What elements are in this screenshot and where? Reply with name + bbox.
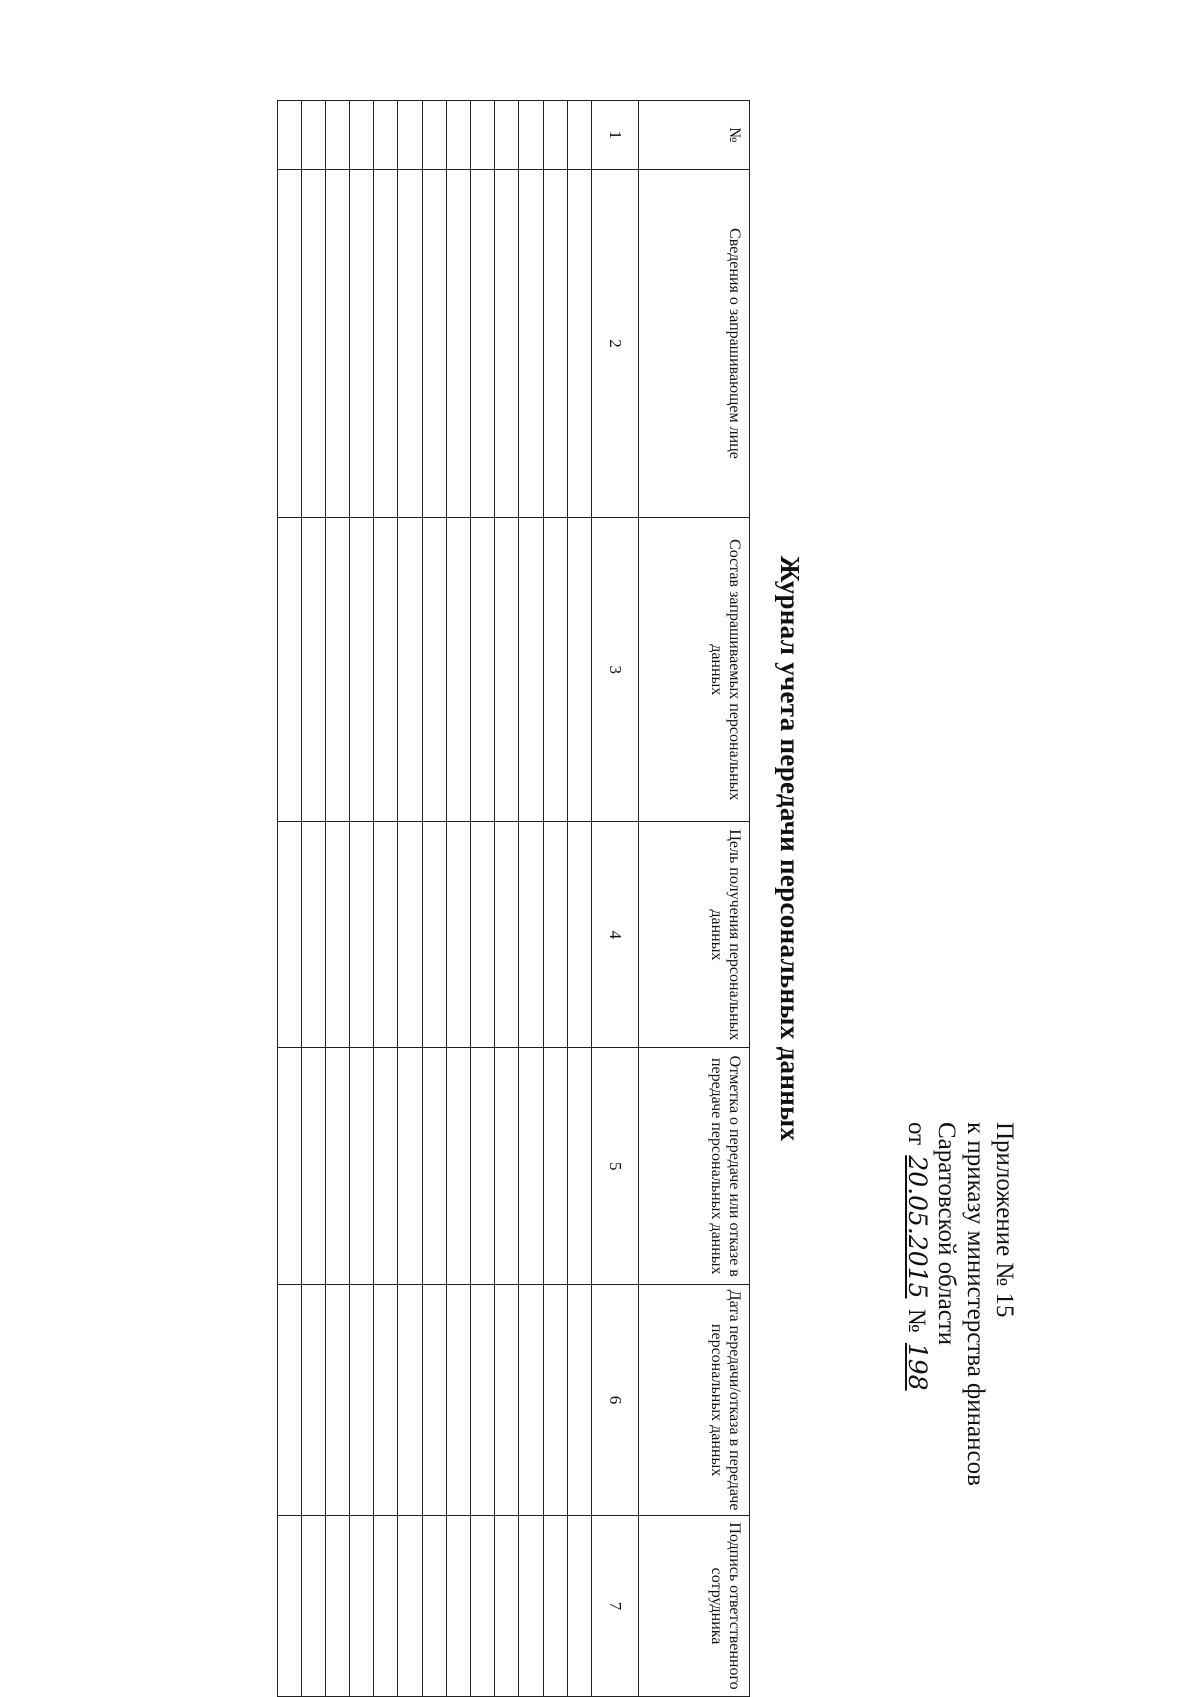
table-cell xyxy=(325,169,349,517)
header-cell-requester: Сведения о запрашивающем лице xyxy=(639,169,750,517)
table-row xyxy=(350,101,374,1697)
table-cell xyxy=(422,1048,446,1285)
table-cell xyxy=(398,1285,422,1516)
table-cell xyxy=(277,101,301,170)
table-cell xyxy=(495,1048,519,1285)
table-cell xyxy=(350,1285,374,1516)
table-cell xyxy=(374,822,398,1048)
appendix-block xyxy=(902,1122,1019,1542)
table-cell xyxy=(495,518,519,822)
table-cell xyxy=(471,518,495,822)
column-number-cell: 6 xyxy=(592,1285,639,1516)
table-cell xyxy=(301,822,325,1048)
table-cell xyxy=(543,101,567,170)
table-cell xyxy=(301,1285,325,1516)
table-cell xyxy=(301,1048,325,1285)
table-cell xyxy=(567,1048,591,1285)
table-row xyxy=(543,101,567,1697)
appendix-line-2: к приказу министерства финансов xyxy=(962,1122,989,1486)
table-row xyxy=(374,101,398,1697)
table-cell xyxy=(519,169,543,517)
table-cell xyxy=(495,169,519,517)
table-cell xyxy=(519,518,543,822)
table-cell xyxy=(398,169,422,517)
table-cell xyxy=(277,1516,301,1697)
table-cell xyxy=(325,518,349,822)
table-row xyxy=(446,101,470,1697)
table-cell xyxy=(301,169,325,517)
table-cell xyxy=(567,1285,591,1516)
handwritten-number: 198 xyxy=(903,1342,932,1391)
table-cell xyxy=(398,1516,422,1697)
table-cell xyxy=(374,101,398,170)
table-row xyxy=(301,101,325,1697)
number-sign: № xyxy=(903,1308,930,1333)
table-row xyxy=(325,101,349,1697)
date-prefix: от xyxy=(903,1122,930,1146)
header-cell-transfer-date: Дата передачи/отказа в передаче персональных данных xyxy=(639,1285,750,1516)
table-cell xyxy=(374,518,398,822)
table-cell xyxy=(471,822,495,1048)
column-number-cell: 1 xyxy=(592,101,639,170)
table-cell xyxy=(543,169,567,517)
table-cell xyxy=(543,1048,567,1285)
journal-title: Журнал учета передачи персональных данных xyxy=(775,555,805,1142)
table-cell xyxy=(446,1048,470,1285)
column-number-cell: 7 xyxy=(592,1516,639,1697)
table-cell xyxy=(519,1285,543,1516)
table-cell xyxy=(350,1048,374,1285)
table-cell xyxy=(543,822,567,1048)
table-cell xyxy=(446,169,470,517)
table-cell xyxy=(374,1516,398,1697)
header-cell-signature: Подпись ответственного сотрудника xyxy=(639,1516,750,1697)
table-row xyxy=(519,101,543,1697)
table-cell xyxy=(422,169,446,517)
header-cell-data-composition: Состав запрашиваемых персональных данных xyxy=(639,518,750,822)
journal-table xyxy=(277,100,750,1697)
table-cell xyxy=(350,169,374,517)
column-number-cell: 3 xyxy=(592,518,639,822)
table-row xyxy=(495,101,519,1697)
table-cell xyxy=(422,1285,446,1516)
table-cell xyxy=(325,101,349,170)
table-cell xyxy=(350,101,374,170)
table-cell xyxy=(495,822,519,1048)
table-header-row xyxy=(639,101,750,1697)
table-cell xyxy=(301,518,325,822)
table-cell xyxy=(422,518,446,822)
table-cell xyxy=(543,1516,567,1697)
table-cell xyxy=(567,169,591,517)
table-cell xyxy=(543,1285,567,1516)
table-cell xyxy=(374,1285,398,1516)
table-cell xyxy=(446,518,470,822)
journal-table-body xyxy=(277,101,749,1697)
table-cell xyxy=(398,1048,422,1285)
table-cell xyxy=(325,1285,349,1516)
table-cell xyxy=(446,822,470,1048)
table-cell xyxy=(301,1516,325,1697)
table-row xyxy=(422,101,446,1697)
table-row xyxy=(398,101,422,1697)
table-cell xyxy=(471,1516,495,1697)
table-cell xyxy=(277,1285,301,1516)
column-number-row xyxy=(592,101,639,1697)
table-row xyxy=(471,101,495,1697)
header-cell-number: № xyxy=(639,101,750,170)
appendix-date-line xyxy=(902,1122,932,1542)
table-row xyxy=(567,101,591,1697)
table-cell xyxy=(519,1048,543,1285)
table-cell xyxy=(374,1048,398,1285)
table-row xyxy=(277,101,301,1697)
table-cell xyxy=(325,1048,349,1285)
appendix-line-1: Приложение № 15 xyxy=(991,1122,1018,1318)
table-cell xyxy=(422,1516,446,1697)
table-cell xyxy=(567,822,591,1048)
table-cell xyxy=(446,1516,470,1697)
table-cell xyxy=(567,518,591,822)
table-cell xyxy=(471,101,495,170)
table-cell xyxy=(398,101,422,170)
table-cell xyxy=(325,1516,349,1697)
table-cell xyxy=(277,169,301,517)
table-cell xyxy=(495,1285,519,1516)
table-cell xyxy=(543,518,567,822)
table-cell xyxy=(471,169,495,517)
table-cell xyxy=(519,822,543,1048)
table-cell xyxy=(567,101,591,170)
table-cell xyxy=(398,518,422,822)
column-number-cell: 2 xyxy=(592,169,639,517)
table-cell xyxy=(519,1516,543,1697)
table-cell xyxy=(277,1048,301,1285)
table-cell xyxy=(495,1516,519,1697)
column-number-cell: 5 xyxy=(592,1048,639,1285)
table-cell xyxy=(471,1048,495,1285)
appendix-line-3: Саратовской области xyxy=(933,1122,960,1346)
table-cell xyxy=(350,1516,374,1697)
table-cell xyxy=(277,518,301,822)
table-cell xyxy=(374,169,398,517)
table-cell xyxy=(350,518,374,822)
table-cell xyxy=(422,101,446,170)
table-cell xyxy=(398,822,422,1048)
table-cell xyxy=(446,1285,470,1516)
handwritten-date: 20.05.2015 xyxy=(903,1155,932,1299)
header-cell-purpose: Цель получения персональных данных xyxy=(639,822,750,1048)
table-cell xyxy=(277,822,301,1048)
table-cell xyxy=(325,822,349,1048)
table-cell xyxy=(446,101,470,170)
table-cell xyxy=(519,101,543,170)
table-cell xyxy=(422,822,446,1048)
table-cell xyxy=(471,1285,495,1516)
table-cell xyxy=(350,822,374,1048)
table-cell xyxy=(301,101,325,170)
column-number-cell: 4 xyxy=(592,822,639,1048)
table-cell xyxy=(567,1516,591,1697)
header-cell-transfer-mark: Отметка о передаче или отказе в передаче персональных данных xyxy=(639,1048,750,1285)
table-cell xyxy=(495,101,519,170)
